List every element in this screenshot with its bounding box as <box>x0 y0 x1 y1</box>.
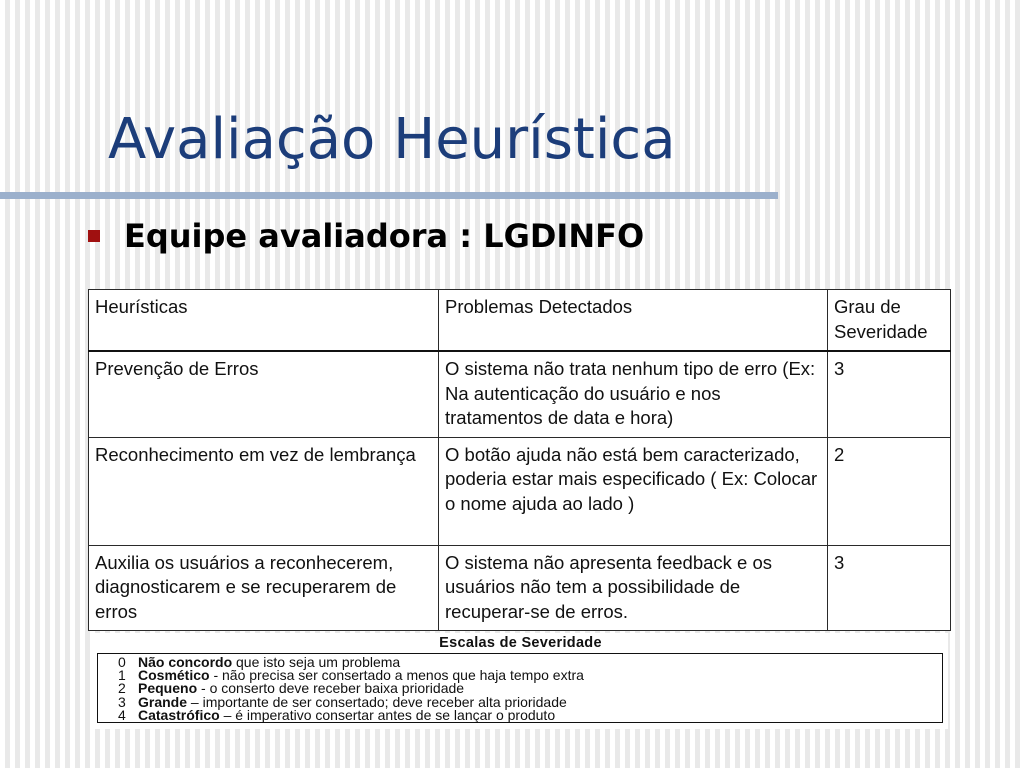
table-row <box>89 545 951 631</box>
bullet-item <box>88 214 644 258</box>
problem-cell: O sistema não apresenta feedback e os usuários não tem a possibilidade de recuperar-se de erros. <box>439 545 828 631</box>
scale-number: 3 <box>118 693 126 710</box>
scale-number: 1 <box>118 667 126 684</box>
table-row <box>89 351 951 437</box>
slide-title: Avaliação Heurística <box>108 107 676 172</box>
scale-term: Catastrófico <box>138 706 220 723</box>
problem-cell: O sistema não trata nenhum tipo de erro (Ex: Na autenticação do usuário e nos tratamentos de data e hora) <box>439 351 828 437</box>
severity-cell: 3 <box>828 545 951 631</box>
scale-item <box>98 706 942 723</box>
column-header-problems: Problemas Detectados <box>439 290 828 352</box>
scale-term: Grande <box>138 693 188 710</box>
heuristics-table <box>88 289 951 631</box>
scale-number: 2 <box>118 680 126 697</box>
scale-description: - não precisa ser consertado a menos que haja tempo extra <box>209 667 584 684</box>
severity-scale-title: Escalas de Severidade <box>439 635 602 651</box>
scale-description: – importante de ser consertado; deve receber alta prioridade <box>187 693 567 710</box>
scale-description: - o conserto deve receber baixa prioridade <box>197 680 465 697</box>
problem-cell: O botão ajuda não está bem caracterizado, poderia estar mais especificado ( Ex: Colocar o nome ajuda ao lado ) <box>439 437 828 545</box>
table-header-row <box>89 290 951 352</box>
severity-cell: 2 <box>828 437 951 545</box>
scale-number: 0 <box>118 654 126 670</box>
scale-description: que isto seja um problema <box>232 654 401 670</box>
scale-number: 4 <box>118 706 126 723</box>
severity-scale-list <box>97 653 943 723</box>
scale-description: – é imperativo consertar antes de se lançar o produto <box>219 706 556 723</box>
heuristic-cell: Reconhecimento em vez de lembrança <box>89 437 439 545</box>
column-header-heuristics: Heurísticas <box>89 290 439 352</box>
bullet-square-icon <box>88 230 100 242</box>
column-header-severity: Grau de Severidade <box>828 290 951 352</box>
scale-term: Cosmético <box>138 667 210 684</box>
bullet-text: Equipe avaliadora : LGDINFO <box>124 217 645 255</box>
heuristic-cell: Prevenção de Erros <box>89 351 439 437</box>
severity-scale <box>93 633 948 729</box>
severity-cell: 3 <box>828 351 951 437</box>
title-divider <box>0 192 778 199</box>
scale-term: Não concordo <box>138 654 233 670</box>
scale-term: Pequeno <box>138 680 198 697</box>
heuristic-cell: Auxilia os usuários a reconhecerem, diagnosticarem e se recuperarem de erros <box>89 545 439 631</box>
table-row <box>89 437 951 545</box>
